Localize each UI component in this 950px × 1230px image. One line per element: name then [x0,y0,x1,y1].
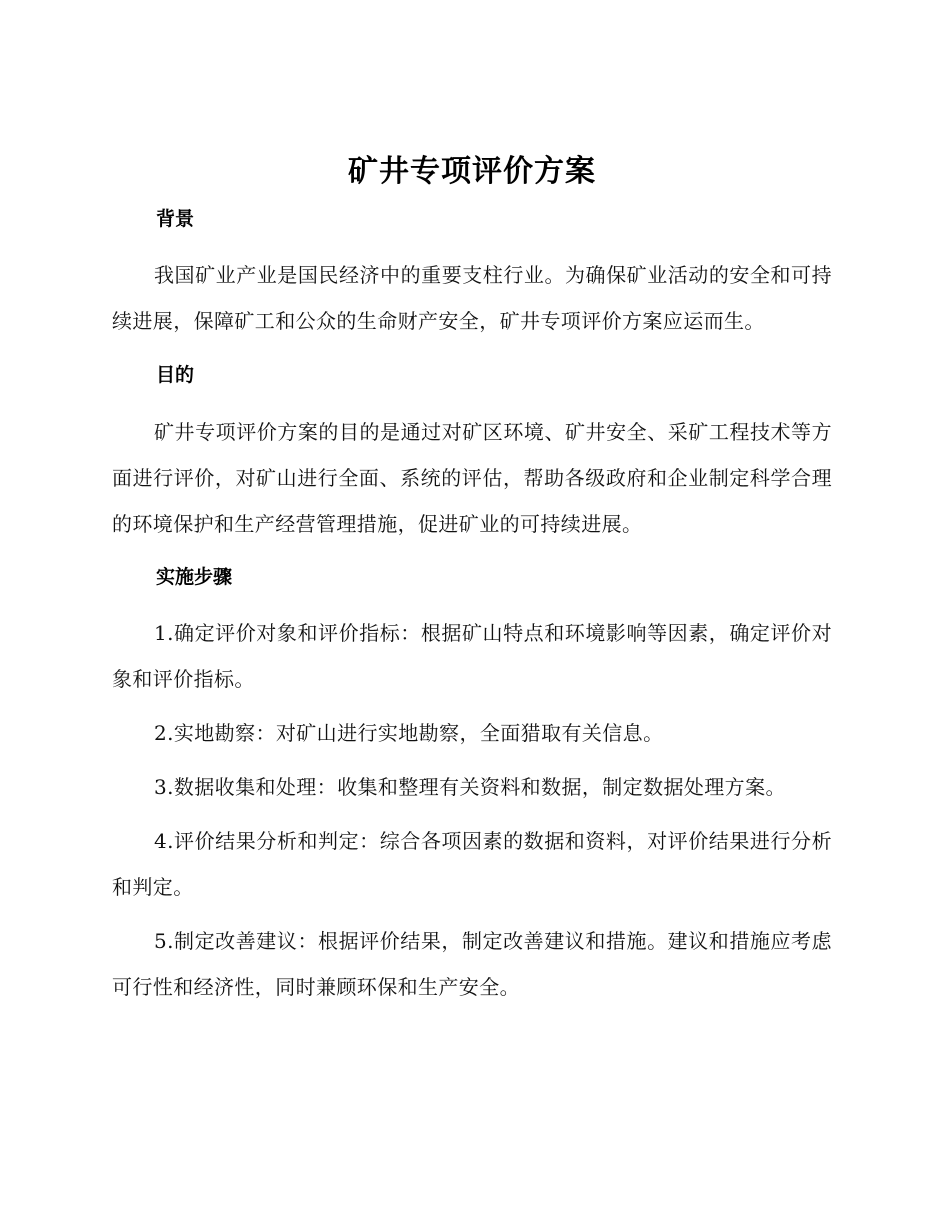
paragraph-background: 我国矿业产业是国民经济中的重要支柱行业。为确保矿业活动的安全和可持续进展，保障矿工和公众的生命财产安全，矿井专项评价方案应运而生。 [112,263,832,333]
step-item-4: 4.评价结果分析和判定：综合各项因素的数据和资料，对评价结果进行分析和判定。 [112,829,832,899]
document-title: 矿井专项评价方案 [348,154,596,189]
step-item-2: 2.实地勘察：对矿山进行实地勘察，全面猎取有关信息。 [154,721,664,745]
step-item-5: 5.制定改善建议：根据评价结果，制定改善建议和措施。建议和措施应考虑可行性和经济性，同时兼顾环保和生产安全。 [112,929,832,999]
step-item-3: 3.数据收集和处理：收集和整理有关资料和数据，制定数据处理方案。 [154,775,786,799]
section-heading-steps: 实施步骤 [156,566,233,588]
section-heading-background: 背景 [156,208,195,230]
paragraph-purpose: 矿井专项评价方案的目的是通过对矿区环境、矿井安全、采矿工程技术等方面进行评价，对矿山进行全面、系统的评估，帮助各级政府和企业制定科学合理的环境保护和生产经营管理措施，促进矿业的可持续进展。 [112,420,832,536]
document-page [112,150,832,1018]
section-heading-purpose: 目的 [156,364,195,386]
step-item-1: 1.确定评价对象和评价指标：根据矿山特点和环境影响等因素，确定评价对象和评价指标。 [112,621,832,691]
